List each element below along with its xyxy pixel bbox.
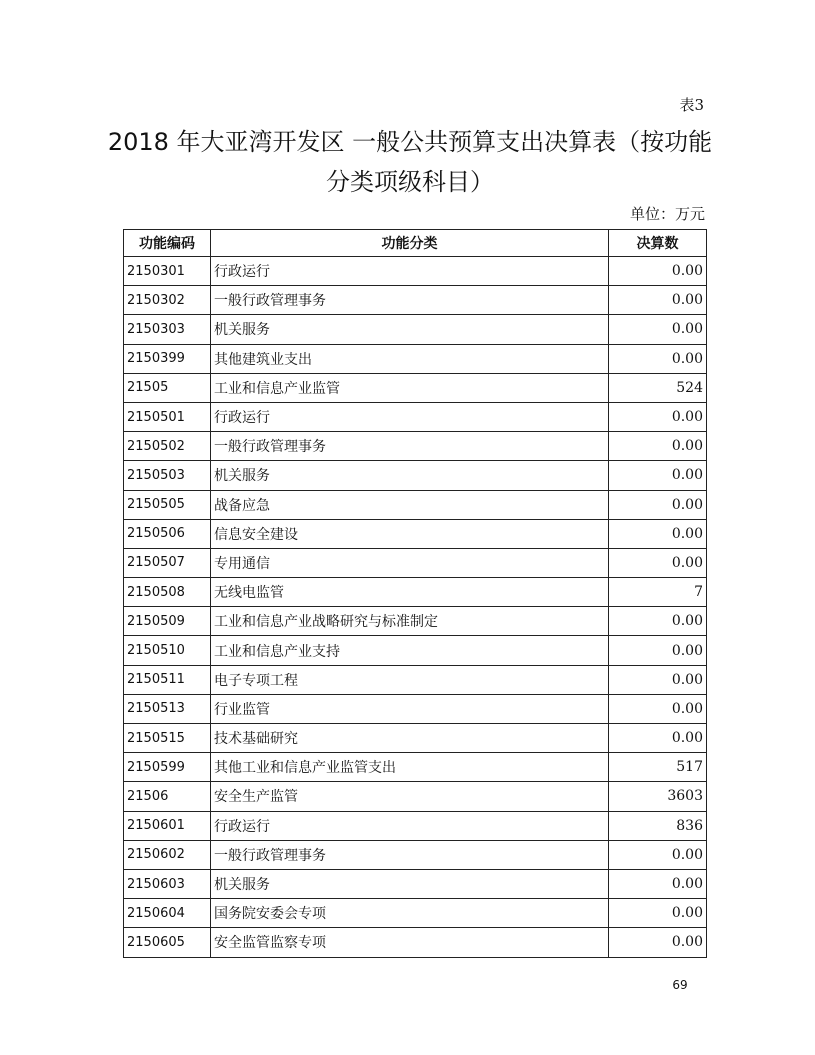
table-row <box>124 519 707 548</box>
table-number: 表3 <box>679 96 704 114</box>
table-row <box>124 694 707 723</box>
amount-cell: 0.00 <box>609 636 707 665</box>
amount-cell: 0.00 <box>609 402 707 431</box>
amount-cell: 0.00 <box>609 286 707 315</box>
category-cell: 战备应急 <box>211 490 609 519</box>
table-row <box>124 811 707 840</box>
category-cell: 技术基础研究 <box>211 724 609 753</box>
code-cell: 2150302 <box>124 286 211 315</box>
table-header-row <box>124 230 707 257</box>
category-cell: 无线电监管 <box>211 578 609 607</box>
table-row <box>124 315 707 344</box>
amount-cell: 0.00 <box>609 490 707 519</box>
code-cell: 2150604 <box>124 899 211 928</box>
code-cell: 2150503 <box>124 461 211 490</box>
code-cell: 2150513 <box>124 694 211 723</box>
category-cell: 机关服务 <box>211 315 609 344</box>
amount-cell: 0.00 <box>609 928 707 957</box>
amount-cell: 836 <box>609 811 707 840</box>
table-row <box>124 402 707 431</box>
code-cell: 2150399 <box>124 344 211 373</box>
category-cell: 其他工业和信息产业监管支出 <box>211 753 609 782</box>
category-cell: 机关服务 <box>211 869 609 898</box>
table-row <box>124 782 707 811</box>
document-title: 2018 年大亚湾开发区 一般公共预算支出决算表（按功能分类项级科目） <box>107 128 713 196</box>
category-cell: 工业和信息产业战略研究与标准制定 <box>211 607 609 636</box>
amount-cell: 0.00 <box>609 344 707 373</box>
table-row <box>124 461 707 490</box>
amount-cell: 0.00 <box>609 315 707 344</box>
budget-table <box>123 229 707 958</box>
category-cell: 电子专项工程 <box>211 665 609 694</box>
table-row <box>124 286 707 315</box>
table-row <box>124 373 707 402</box>
category-cell: 其他建筑业支出 <box>211 344 609 373</box>
category-cell: 专用通信 <box>211 548 609 577</box>
table-row <box>124 432 707 461</box>
category-cell: 工业和信息产业监管 <box>211 373 609 402</box>
code-cell: 2150508 <box>124 578 211 607</box>
category-cell: 安全生产监管 <box>211 782 609 811</box>
table-row <box>124 665 707 694</box>
code-cell: 2150509 <box>124 607 211 636</box>
category-cell: 安全监管监察专项 <box>211 928 609 957</box>
amount-cell: 0.00 <box>609 461 707 490</box>
amount-cell: 524 <box>609 373 707 402</box>
code-cell: 2150511 <box>124 665 211 694</box>
header-category: 功能分类 <box>211 230 609 257</box>
table-row <box>124 490 707 519</box>
amount-cell: 517 <box>609 753 707 782</box>
code-cell: 2150603 <box>124 869 211 898</box>
unit-label: 单位：万元 <box>629 205 705 223</box>
category-cell: 一般行政管理事务 <box>211 432 609 461</box>
code-cell: 2150605 <box>124 928 211 957</box>
amount-cell: 0.00 <box>609 519 707 548</box>
code-cell: 21506 <box>124 782 211 811</box>
amount-cell: 0.00 <box>609 665 707 694</box>
category-cell: 机关服务 <box>211 461 609 490</box>
amount-cell: 0.00 <box>609 607 707 636</box>
category-cell: 工业和信息产业支持 <box>211 636 609 665</box>
table-row <box>124 257 707 286</box>
table-row <box>124 724 707 753</box>
code-cell: 21505 <box>124 373 211 402</box>
table-row <box>124 548 707 577</box>
code-cell: 2150515 <box>124 724 211 753</box>
amount-cell: 0.00 <box>609 724 707 753</box>
amount-cell: 0.00 <box>609 869 707 898</box>
amount-cell: 0.00 <box>609 432 707 461</box>
table-body <box>124 257 707 958</box>
category-cell: 行政运行 <box>211 257 609 286</box>
amount-cell: 0.00 <box>609 899 707 928</box>
table-row <box>124 840 707 869</box>
code-cell: 2150506 <box>124 519 211 548</box>
table-row <box>124 344 707 373</box>
header-amount: 决算数 <box>609 230 707 257</box>
table-row <box>124 899 707 928</box>
category-cell: 行业监管 <box>211 694 609 723</box>
table-row <box>124 869 707 898</box>
code-cell: 2150507 <box>124 548 211 577</box>
amount-cell: 3603 <box>609 782 707 811</box>
table-row <box>124 753 707 782</box>
code-cell: 2150501 <box>124 402 211 431</box>
amount-cell: 0.00 <box>609 548 707 577</box>
amount-cell: 0.00 <box>609 694 707 723</box>
category-cell: 行政运行 <box>211 402 609 431</box>
category-cell: 一般行政管理事务 <box>211 286 609 315</box>
category-cell: 信息安全建设 <box>211 519 609 548</box>
code-cell: 2150303 <box>124 315 211 344</box>
table-row <box>124 607 707 636</box>
code-cell: 2150505 <box>124 490 211 519</box>
code-cell: 2150502 <box>124 432 211 461</box>
table-row <box>124 578 707 607</box>
category-cell: 一般行政管理事务 <box>211 840 609 869</box>
amount-cell: 7 <box>609 578 707 607</box>
amount-cell: 0.00 <box>609 840 707 869</box>
code-cell: 2150301 <box>124 257 211 286</box>
category-cell: 行政运行 <box>211 811 609 840</box>
code-cell: 2150602 <box>124 840 211 869</box>
header-code: 功能编码 <box>124 230 211 257</box>
table-row <box>124 928 707 957</box>
code-cell: 2150510 <box>124 636 211 665</box>
page-number: 69 <box>672 978 688 992</box>
table-row <box>124 636 707 665</box>
amount-cell: 0.00 <box>609 257 707 286</box>
category-cell: 国务院安委会专项 <box>211 899 609 928</box>
code-cell: 2150599 <box>124 753 211 782</box>
code-cell: 2150601 <box>124 811 211 840</box>
